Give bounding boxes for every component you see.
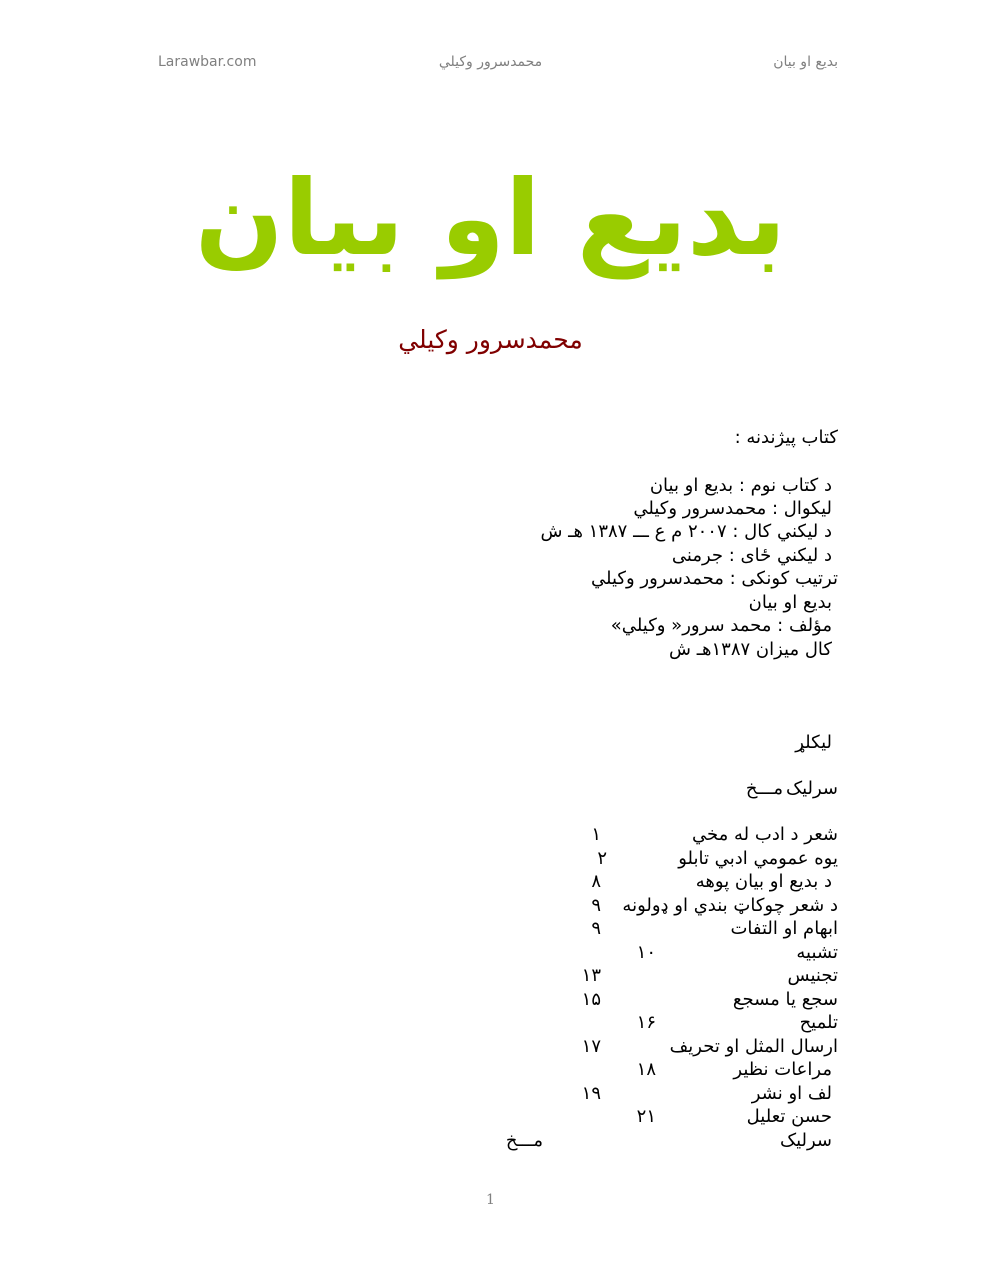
toc-entry-title: تلميح xyxy=(799,1012,838,1033)
toc-entry-page: ۹ xyxy=(591,918,601,939)
toc-entry[interactable] xyxy=(0,1035,981,1059)
header-site-name: Larawbar.com xyxy=(158,54,257,70)
header-author-text: محمدسرور وکيلي xyxy=(438,54,543,70)
toc-entry-page: ۹ xyxy=(591,895,601,916)
toc-entry-page: ۸ xyxy=(591,871,601,892)
toc-entry-page: ۱۶ xyxy=(636,1012,656,1033)
toc-entry-page: ۱۰ xyxy=(636,942,656,963)
book-info-heading: کتاب پيژندنه : xyxy=(734,427,838,448)
page-number: 1 xyxy=(486,1192,495,1208)
toc-entry[interactable] xyxy=(0,870,981,894)
book-info-line: د ليکني کال : ۲۰۰۷ م ع ـــ ۱۳۸۷ هـ ش xyxy=(540,521,832,542)
toc-entry-title: سجع يا مسجع xyxy=(732,989,838,1010)
toc-header-row xyxy=(0,777,981,801)
toc-entry-page: ۱۳ xyxy=(581,965,601,986)
toc-entry-title: شعر د ادب له مخي xyxy=(692,824,838,845)
toc-entry-page: ۱ xyxy=(591,824,601,845)
toc-entry[interactable] xyxy=(0,1082,981,1106)
book-info-line: بديع او بيان xyxy=(748,592,832,613)
header-book-title: بديع او بيان xyxy=(773,54,838,70)
toc-entry[interactable] xyxy=(0,1058,981,1082)
toc-entry-title: لف او نشر xyxy=(751,1083,832,1104)
toc-entry-title: د بديع او بيان پوهه xyxy=(695,871,832,892)
book-info-line: ترتيب کونکی : محمدسرور وکيلي xyxy=(591,568,838,589)
toc-entry[interactable] xyxy=(0,894,981,918)
author-name: محمدسرور وکيلي xyxy=(398,325,583,354)
toc-entry-page: ۱۹ xyxy=(581,1083,601,1104)
toc-entry-title: تشبيه xyxy=(796,942,838,963)
toc-entry[interactable] xyxy=(0,847,981,871)
toc-entry[interactable] xyxy=(0,964,981,988)
book-info-line: د کتاب نوم : بديع او بيان xyxy=(649,475,832,496)
page-title: بديع او بيان xyxy=(194,157,787,279)
toc-entry-page: ۱۵ xyxy=(581,989,601,1010)
toc-entry-title: تجنيس xyxy=(787,965,838,986)
toc-entry-page: ۲ xyxy=(597,848,607,869)
toc-entry[interactable] xyxy=(0,1105,981,1129)
toc-entry-page: ۲۱ xyxy=(636,1106,656,1127)
book-info-line: ليکوال : محمدسرور وکيلي xyxy=(633,498,832,519)
toc-footer-page: مـــخ xyxy=(505,1130,543,1151)
toc-footer-row xyxy=(0,1129,981,1153)
toc-entry[interactable] xyxy=(0,1011,981,1035)
book-info-line: کال ميزان ۱۳۸۷هـ ش xyxy=(669,639,832,660)
toc-entry-title: د شعر چوکاټ بندي او ډولونه xyxy=(622,895,838,916)
toc-entry[interactable] xyxy=(0,988,981,1012)
toc-entry[interactable] xyxy=(0,917,981,941)
toc-entry-page: ۱۸ xyxy=(636,1059,656,1080)
toc-entry-title: يوه عمومي ادبي تابلو xyxy=(678,848,838,869)
toc-entry-title: حسن تعليل xyxy=(746,1106,832,1127)
toc-footer-title: سرليک xyxy=(779,1130,832,1151)
toc-entry-page: ۱۷ xyxy=(581,1036,601,1057)
toc-entry-title: ارسال المثل او تحريف xyxy=(669,1036,838,1057)
toc-entry[interactable] xyxy=(0,823,981,847)
book-info-line: مؤلف : محمد سرور« وکيلي» xyxy=(610,615,832,636)
toc-entry-title: مراعات نظير xyxy=(733,1059,832,1080)
toc-entry-title: ابهام او التفات xyxy=(730,918,838,939)
contents-label: ليکلړ xyxy=(795,732,832,753)
toc-header-title: سرليک xyxy=(785,778,838,799)
toc-entry[interactable] xyxy=(0,941,981,965)
book-info-line: د ليکني ځای : جرمنی xyxy=(671,545,832,566)
toc-header-page: مـــخ xyxy=(745,778,783,799)
